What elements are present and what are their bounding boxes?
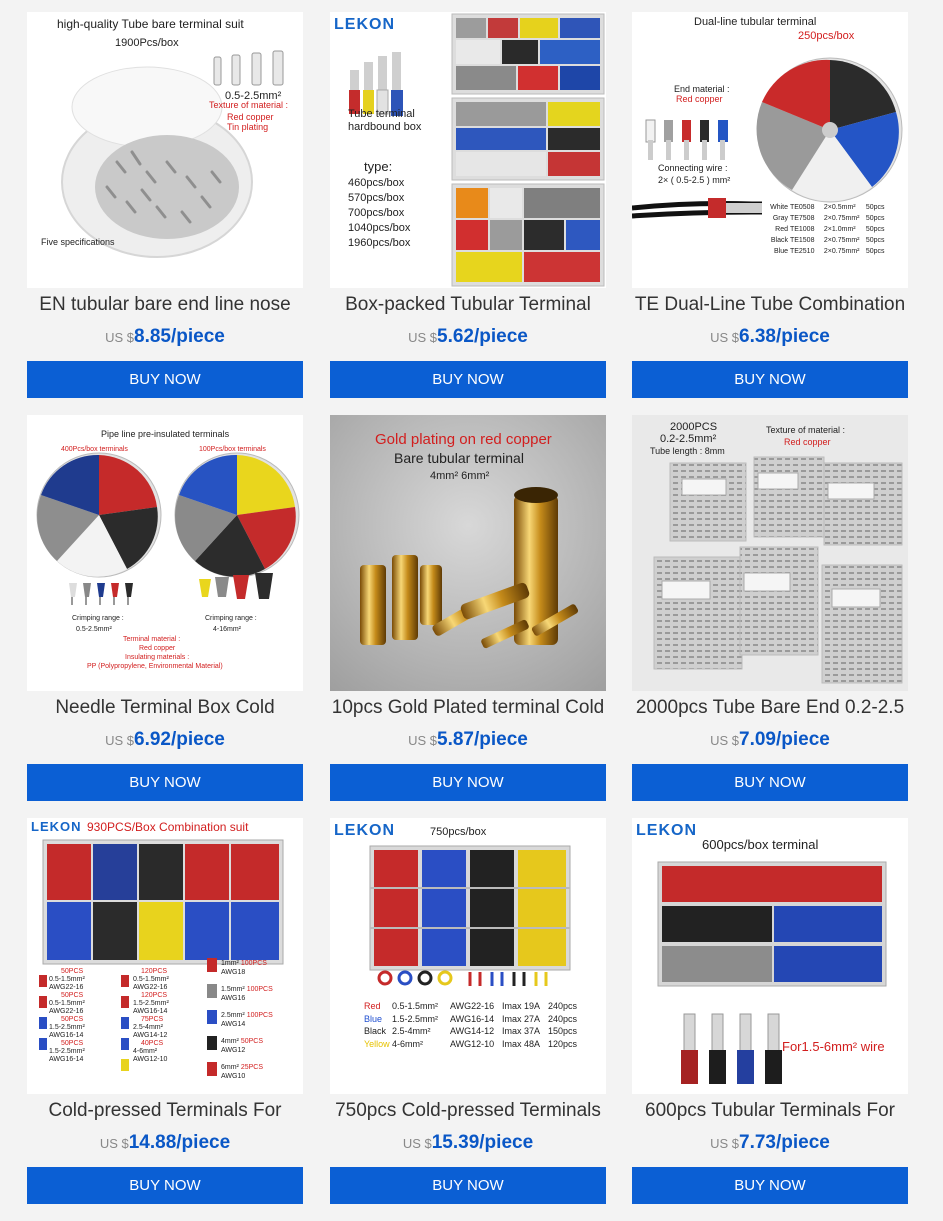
spec-color: Red [364, 1001, 381, 1011]
currency-prefix: US $ [99, 1136, 129, 1151]
spec-qty: 50pcs [865, 248, 885, 255]
price-amount: 6.38 [739, 326, 776, 347]
image-line-2: Bare tubular terminal [394, 450, 524, 466]
spec-imax: Imax 48A [502, 1038, 541, 1049]
spec-qty: 100PCS [240, 960, 267, 967]
spec-item [221, 1064, 273, 1081]
spec-row [766, 213, 885, 224]
spec-qty: 240pcs [548, 1013, 578, 1024]
product-title[interactable]: 600pcs Tubular Terminals For [645, 1100, 895, 1121]
product-title[interactable]: 2000pcs Tube Bare End 0.2-2.5 [635, 697, 905, 718]
spec-qty: 50pcs [865, 204, 885, 211]
price-amount: 15.39 [431, 1132, 480, 1153]
image-line-3: 4mm² 6mm² [430, 470, 490, 482]
price-suffix: /piece [474, 729, 528, 750]
spec-awg: AWG22-16 [133, 984, 168, 991]
currency-prefix: US $ [408, 330, 438, 345]
spec-awg: AWG22-16 [450, 1001, 495, 1011]
spec-qty: 25PCS [240, 1064, 264, 1071]
spec-qty: 120pcs [548, 1038, 578, 1049]
image-count: 250pcs/box [798, 30, 855, 42]
image-range: 0.2-2.5mm² [660, 433, 717, 445]
currency-prefix: US $ [402, 1136, 432, 1151]
spec-item [221, 986, 273, 1003]
price-suffix: /piece [176, 1132, 231, 1153]
currency-prefix: US $ [710, 733, 740, 748]
spec-awg: AWG22-16 [49, 1008, 84, 1015]
product-image[interactable] [330, 415, 606, 691]
spec-code: TE1008 [789, 226, 815, 233]
brand-logo: LEKON [334, 16, 395, 33]
spec-qty: 120PCS [141, 968, 168, 975]
spec-awg: AWG16-14 [133, 1008, 168, 1015]
spec-qty: 100PCS [246, 986, 273, 993]
spec-qty: 120PCS [141, 992, 168, 999]
spec-size: 2.5-4mm² [133, 1024, 163, 1031]
spec-awg: AWG16 [221, 994, 246, 1002]
spec-color: Gray [772, 215, 788, 222]
spec-color: Blue [364, 1013, 383, 1024]
spec-color: Yellow [364, 1038, 390, 1049]
spec-size: 1.5-2.5mm² [133, 1000, 169, 1007]
product-image[interactable] [27, 415, 303, 691]
image-terminal-label: Terminal material : [123, 636, 181, 643]
spec-color: Black [364, 1026, 387, 1036]
spec-size: 0.5-1.5mm² [392, 1001, 439, 1011]
image-size: 0.5-2.5mm² [225, 90, 282, 102]
spec-row [766, 202, 885, 213]
currency-prefix: US $ [105, 733, 135, 748]
price-amount: 14.88 [128, 1132, 177, 1153]
currency-prefix: US $ [105, 330, 135, 345]
spec-code: TE2510 [789, 248, 815, 255]
image-crimp-label: Crimping range : [72, 615, 124, 622]
spec-table [364, 1000, 577, 1050]
spec-awg: AWG12 [221, 1046, 246, 1054]
spec-qty: 50PCS [240, 1038, 264, 1045]
product-image[interactable] [632, 12, 908, 288]
image-wire-label: Connecting wire : [658, 163, 728, 173]
image-type-0: 460pcs/box [348, 177, 405, 189]
spec-size: 4mm² [221, 1038, 239, 1045]
image-material-label: Texture of material : [766, 425, 846, 435]
spec-color: Red [775, 226, 788, 233]
spec-qty: 40PCS [141, 1040, 164, 1047]
image-crimp-label-right: Crimping range : [205, 615, 257, 622]
spec-item [221, 1012, 273, 1029]
product-title[interactable]: TE Dual-Line Tube Combination [634, 294, 906, 315]
brand-logo: LEKON [636, 822, 697, 839]
spec-qty: 50PCS [61, 992, 84, 999]
spec-awg: AWG14-12 [450, 1026, 495, 1036]
spec-awg: AWG18 [221, 968, 246, 976]
image-end-label: End material : [674, 84, 730, 94]
image-count: 1900Pcs/box [115, 37, 179, 49]
spec-imax: Imax 27A [502, 1013, 541, 1024]
price-suffix: /piece [479, 1132, 534, 1153]
image-line-1: Gold plating on red copper [375, 431, 552, 448]
spec-item [221, 960, 273, 977]
spec-awg: AWG22-16 [49, 984, 84, 991]
product-image[interactable] [330, 818, 606, 1094]
spec-qty: 50pcs [865, 215, 885, 222]
spec-qty: 100PCS [246, 1012, 273, 1019]
buy-now-button[interactable]: BUY NOW [27, 764, 303, 801]
buy-now-button[interactable]: BUY NOW [632, 361, 908, 398]
price-amount: 6.92 [134, 729, 171, 750]
product-title[interactable]: EN tubular bare end line nose [39, 294, 291, 315]
spec-size: 4-6mm² [133, 1048, 158, 1055]
spec-row [766, 246, 885, 257]
image-material-value: Red copper [784, 437, 831, 447]
spec-qty: 240pcs [548, 1001, 578, 1011]
price-amount: 5.62 [437, 326, 474, 347]
spec-qty: 50PCS [61, 1040, 84, 1047]
product-image[interactable] [27, 818, 303, 1094]
spec-awg: AWG16-14 [49, 1032, 84, 1039]
spec-group [133, 968, 169, 1064]
buy-now-button[interactable]: BUY NOW [27, 1167, 303, 1204]
image-crimp-right: 4-16mm² [213, 626, 242, 633]
image-type-4: 1960pcs/box [348, 237, 411, 249]
spec-row [364, 1038, 577, 1051]
spec-group [49, 968, 85, 1064]
image-type-3: 1040pcs/box [348, 222, 411, 234]
price-amount: 7.73 [739, 1132, 776, 1153]
product-image[interactable] [632, 818, 908, 1094]
spec-size: 2×1.0mm² [823, 226, 856, 233]
price-suffix: /piece [171, 326, 225, 347]
spec-size: 0.5-1.5mm² [133, 976, 169, 983]
image-material-2: Tin plating [227, 122, 269, 132]
spec-awg: AWG14-12 [133, 1032, 168, 1039]
spec-size: 2×0.75mm² [823, 215, 860, 222]
price-amount: 5.87 [437, 729, 474, 750]
spec-size: 1.5-2.5mm² [49, 1048, 85, 1055]
spec-size: 2×0.75mm² [823, 248, 860, 255]
image-heading: Dual-line tubular terminal [694, 16, 817, 28]
image-count: 750pcs/box [430, 826, 487, 838]
spec-item [221, 1038, 273, 1055]
product-title[interactable]: Box-packed Tubular Terminal [345, 294, 591, 315]
spec-size: 0.5-1.5mm² [49, 1000, 85, 1007]
image-crimp-left: 0.5-2.5mm² [76, 626, 112, 633]
currency-prefix: US $ [710, 1136, 740, 1151]
product-price [27, 729, 303, 751]
spec-qty: 150pcs [548, 1026, 578, 1036]
buy-now-button[interactable]: BUY NOW [330, 1167, 606, 1204]
spec-awg: AWG12-10 [450, 1038, 495, 1049]
product-title[interactable]: 10pcs Gold Plated terminal Cold [331, 697, 605, 718]
product-price [27, 1132, 303, 1154]
price-suffix: /piece [776, 326, 830, 347]
spec-size: 2×0.75mm² [823, 237, 860, 244]
spec-size: 4-6mm² [392, 1038, 423, 1049]
product-image[interactable] [632, 415, 908, 691]
product-price [632, 729, 908, 751]
image-right-count: 100Pcs/box terminals [199, 446, 266, 453]
product-price [632, 1132, 908, 1154]
image-heading: Pipe line pre-insulated terminals [101, 429, 230, 439]
product-image[interactable] [330, 12, 606, 288]
spec-code: TE7508 [789, 215, 815, 222]
brand-logo: LEKON [31, 819, 82, 834]
buy-now-button[interactable]: BUY NOW [330, 361, 606, 398]
spec-color: White [770, 204, 788, 211]
spec-color: Blue [773, 248, 788, 255]
spec-awg: AWG16-14 [450, 1013, 495, 1024]
image-left-count: 400Pcs/box terminals [61, 446, 128, 453]
spec-size: 1.5mm² [221, 986, 245, 993]
product-price [330, 326, 606, 348]
spec-qty: 50PCS [61, 968, 84, 975]
spec-group [221, 960, 273, 1081]
spec-table [766, 202, 885, 257]
image-wire-value: 2× ( 0.5-2.5 ) mm² [658, 175, 731, 185]
spec-qty: 50pcs [865, 226, 885, 233]
price-suffix: /piece [474, 326, 528, 347]
spec-size: 6mm² [221, 1064, 239, 1071]
image-insul-value: PP (Polypropylene, Environmental Material) [87, 663, 223, 670]
spec-row [364, 1000, 577, 1013]
spec-color: Black [770, 237, 788, 244]
currency-prefix: US $ [408, 733, 438, 748]
image-count: 2000PCS [670, 421, 718, 433]
spec-qty: 75PCS [141, 1016, 164, 1023]
image-heading: 930PCS/Box Combination suit [87, 820, 249, 834]
image-insul-label: Insulating materials : [125, 654, 190, 661]
spec-size: 1.5-2.5mm² [392, 1013, 439, 1024]
image-type-label: type: [364, 159, 393, 174]
spec-awg: AWG16-14 [49, 1056, 84, 1063]
spec-size: 2.5-4mm² [392, 1026, 431, 1036]
spec-code: TE0508 [789, 204, 815, 211]
image-end-value: Red copper [676, 94, 723, 104]
image-material-label: Texture of material : [209, 100, 289, 110]
spec-size: 2×0.5mm² [823, 204, 856, 211]
buy-now-button[interactable]: BUY NOW [330, 764, 606, 801]
spec-code: TE1508 [789, 237, 815, 244]
image-count: 600pcs/box terminal [702, 837, 819, 852]
spec-qty: 50PCS [61, 1016, 84, 1023]
product-price [632, 326, 908, 348]
spec-size: 1.5-2.5mm² [49, 1024, 85, 1031]
spec-row [364, 1013, 577, 1026]
product-title[interactable]: Needle Terminal Box Cold [55, 697, 275, 718]
spec-imax: Imax 37A [502, 1026, 541, 1036]
product-title[interactable]: Cold-pressed Terminals For [48, 1100, 282, 1121]
price-suffix: /piece [171, 729, 225, 750]
spec-size: 1mm² [221, 960, 239, 967]
spec-row [766, 224, 885, 235]
spec-awg: AWG14 [221, 1020, 246, 1028]
image-material-1: Red copper [227, 112, 274, 122]
image-type-1: 570pcs/box [348, 192, 405, 204]
product-title[interactable]: 750pcs Cold-pressed Terminals [335, 1100, 601, 1121]
spec-size: 2.5mm² [221, 1012, 245, 1019]
image-specs: Five specifications [41, 237, 115, 247]
image-type-2: 700pcs/box [348, 207, 405, 219]
price-amount: 7.09 [739, 729, 776, 750]
image-desc-2: hardbound box [348, 121, 422, 133]
price-amount: 8.85 [134, 326, 171, 347]
price-suffix: /piece [776, 729, 830, 750]
buy-now-button[interactable]: BUY NOW [632, 1167, 908, 1204]
currency-prefix: US $ [710, 330, 740, 345]
spec-size: 0.5-1.5mm² [49, 976, 85, 983]
product-image[interactable] [27, 12, 303, 288]
image-length: Tube length : 8mm [650, 446, 725, 456]
spec-awg: AWG10 [221, 1072, 246, 1080]
product-price [330, 729, 606, 751]
spec-awg: AWG12-10 [133, 1056, 168, 1063]
buy-now-button[interactable]: BUY NOW [632, 764, 908, 801]
image-terminal-value: Red copper [139, 645, 176, 652]
spec-imax: Imax 19A [502, 1001, 541, 1011]
product-price [27, 326, 303, 348]
buy-now-button[interactable]: BUY NOW [27, 361, 303, 398]
spec-qty: 50pcs [865, 237, 885, 244]
image-wire: For1.5-6mm² wire [782, 1039, 885, 1054]
spec-row [364, 1025, 577, 1038]
brand-logo: LEKON [334, 822, 395, 839]
price-suffix: /piece [776, 1132, 830, 1153]
product-price [330, 1132, 606, 1154]
image-heading: high-quality Tube bare terminal suit [57, 17, 244, 31]
spec-row [766, 235, 885, 246]
image-desc-1: Tube terminal [348, 108, 415, 120]
